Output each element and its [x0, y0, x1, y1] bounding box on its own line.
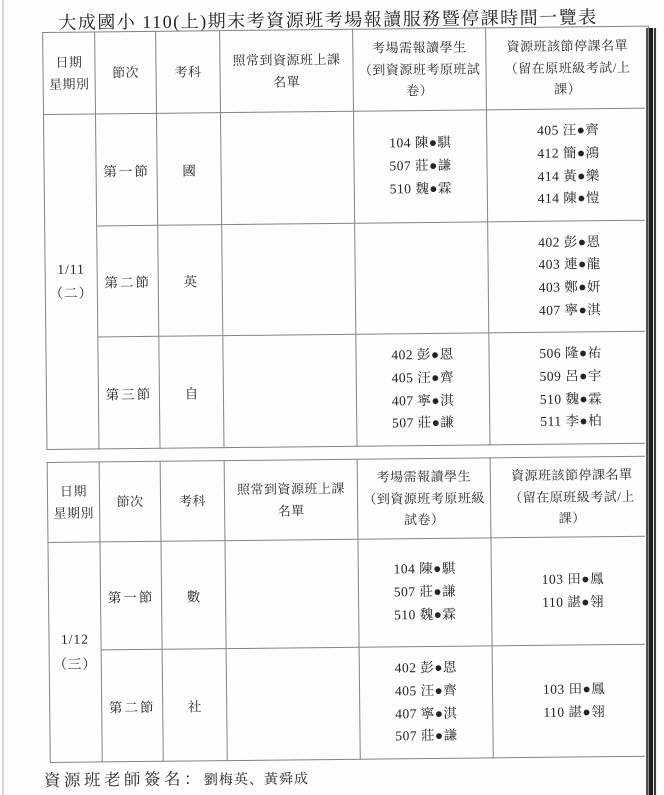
scan-band-artifact	[645, 28, 658, 795]
col-header-attend: 照常到資源班上課 名單	[224, 459, 358, 540]
period-cell: 第二節	[97, 225, 159, 337]
col-header-readers: 考場需報讀學生 （到資源班考原班級 試卷）	[357, 458, 491, 539]
period-cell: 第二節	[101, 649, 163, 762]
table-row	[46, 331, 653, 449]
col-header-subject: 考科	[160, 461, 225, 542]
table-row	[43, 108, 650, 226]
date-cell: 1/12 （三）	[48, 542, 102, 763]
readers-cell: 104 陳●騏 507 莊●謙 510 魏●霖	[358, 538, 492, 647]
subject-cell: 自	[159, 336, 224, 449]
col-header-attend: 照常到資源班上課 名單	[220, 29, 354, 112]
table-row	[45, 220, 652, 337]
table-row	[49, 644, 656, 762]
date-cell: 1/11 （二）	[43, 114, 99, 450]
attend-cell	[225, 539, 359, 648]
col-header-period: 節次	[99, 461, 161, 542]
subject-cell: 數	[161, 541, 226, 650]
table-header-row	[43, 26, 650, 114]
col-header-period: 節次	[95, 31, 157, 114]
suspended-cell: 405 汪●齊 412 簡●鴻 414 黃●樂 414 陳●愷	[486, 108, 650, 222]
col-header-suspended: 資源班該節停課名單 （留在原班級考試/上 課）	[486, 26, 650, 110]
subject-cell: 社	[162, 649, 227, 762]
col-header-readers: 考場需報讀學生 （到資源班考原班試 卷）	[353, 28, 487, 111]
signature-line	[44, 761, 644, 791]
suspended-cell: 103 田●鳳 110 諶●翎	[492, 644, 656, 758]
col-header-suspended: 資源班該節停課名單 （留在原班級考試/上 課）	[490, 456, 654, 538]
col-header-subject: 考科	[156, 31, 221, 114]
period-cell: 第一節	[95, 113, 157, 226]
exam-schedule-table-day2	[47, 456, 657, 763]
table-header-row	[47, 456, 654, 542]
readers-cell: 104 陳●騏 507 莊●謙 510 魏●霖	[353, 110, 487, 223]
col-header-date: 日期 星期別	[47, 462, 100, 543]
period-cell: 第一節	[100, 541, 162, 650]
suspended-cell: 103 田●鳳 110 諶●翎	[491, 536, 655, 646]
period-cell: 第三節	[98, 336, 160, 449]
exam-schedule-table-day1	[42, 26, 653, 450]
readers-cell: 402 彭●恩 405 汪●齊 407 寧●淇 507 莊●謙	[356, 333, 490, 446]
readers-cell: 402 彭●恩 405 汪●齊 407 寧●淇 507 莊●謙	[359, 646, 493, 759]
attend-cell	[226, 647, 360, 760]
suspended-cell: 402 彭●恩 403 連●龍 403 鄭●妍 407 寧●淇	[488, 220, 652, 333]
subject-cell: 國	[156, 113, 221, 226]
table-row	[48, 536, 655, 650]
teacher-names: 劉梅英、黃舜成	[203, 772, 310, 789]
attend-cell	[223, 334, 357, 447]
attend-cell	[222, 223, 356, 335]
subject-cell: 英	[158, 225, 223, 337]
signature-label: 資源班老師簽名：	[43, 769, 205, 791]
attend-cell	[220, 111, 354, 224]
readers-cell	[355, 222, 489, 334]
page-title: 大成國小 110(上)期末考資源班考場報讀服務暨停課時間一覽表	[58, 7, 598, 33]
suspended-cell: 506 隆●祐 509 呂●宇 510 魏●霖 511 李●柏	[489, 331, 653, 445]
col-header-date: 日期 星期別	[43, 32, 96, 115]
